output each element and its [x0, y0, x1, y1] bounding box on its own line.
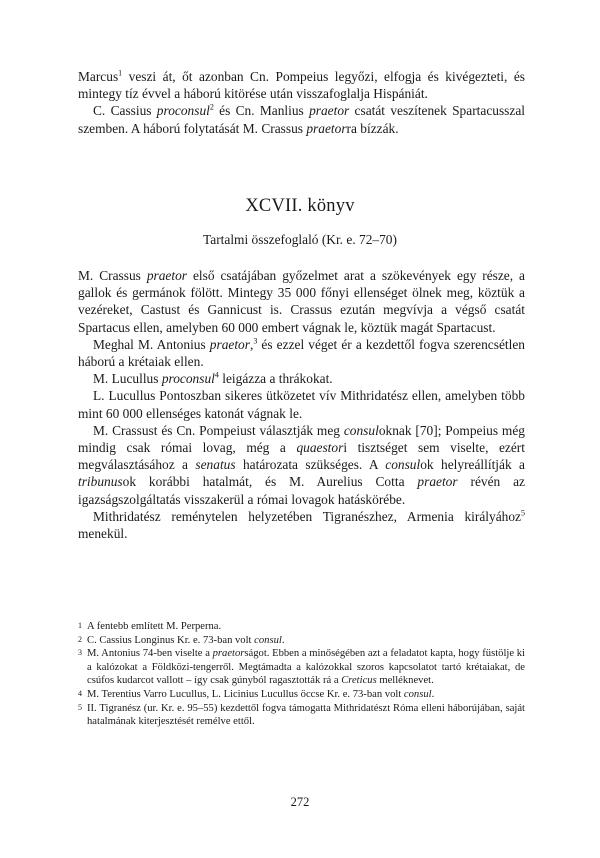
footnote-number: 5	[78, 702, 82, 712]
footnote	[78, 702, 525, 729]
paragraph: L. Lucullus Pontoszban sikeres ütközetet vív Mithridatész ellen, amelyben több mint 60 000 ellenséges katonát vágnak le.	[78, 388, 525, 421]
footnote-number: 3	[78, 648, 82, 658]
continued-text	[78, 68, 525, 137]
footnotes	[78, 620, 525, 729]
footnote-number: 4	[78, 688, 82, 698]
footnote-text: C. Cassius Longinus Kr. e. 73-ban volt consul.	[87, 634, 285, 646]
footnote-ref[interactable]: 2	[209, 102, 214, 112]
paragraph: C. Cassius proconsul$^2$ és Cn. Manlius praetor csatát veszítenek Spartacusszal szemben. A háború folytatását M. Crassus praetorra bízzák.	[78, 102, 525, 136]
footnote-number: 1	[78, 621, 82, 630]
paragraph: Meghal M. Antonius praetor,$^3$ és ezzel véget ér a kezdettől fogva szerencsétlen háború a krétaiak ellen.	[78, 336, 525, 370]
footnote-ref[interactable]: 5	[521, 508, 525, 518]
chapter-body	[78, 267, 525, 542]
page-number: 272	[290, 795, 310, 809]
paragraph: M. Crassust és Cn. Pompeiust választják meg consuloknak [70]; Pompeius még mindig csak római lovag, még a quaestori tisztséget sem viselte, ezért megválasztásához a senatus határozata szükséges. A consulok helyreállítják a tribunusok korábbi hatalmát, és M. Aurelius Cotta praetor révén az igazságszolgáltatás visszakerül a római lovagok hatáskörébe.	[78, 422, 525, 507]
footnote-ref[interactable]: 4	[214, 370, 219, 380]
paragraph: Mithridatész reménytelen helyzetében Tigranészhez, Armenia királyához$^5$ menekül.	[78, 508, 525, 542]
footnote-text: M. Terentius Varro Lucullus, L. Licinius Lucullus öccse Kr. e. 73-ban volt consul.	[87, 688, 435, 700]
footnote	[78, 634, 525, 648]
chapter-title: XCVII. könyv	[245, 196, 355, 216]
footnote	[78, 647, 525, 688]
footnote-text: M. Antonius 74-ben viselte a praetorságot. Ebben a minőségében azt a feladatot kapta, hogy füstölje ki a kalózokat a Földközi-tengerről. Megtámadta a kalózokkal szoros kapcsolatot tartó krétaiakat, de csúfos kudarcot vallott – így csak gúnyból ragasztották rá a Creticus melléknevet.	[87, 648, 525, 687]
paragraph: M. Lucullus proconsul$^4$ leigázza a thrákokat.	[93, 370, 333, 387]
footnote	[78, 688, 525, 702]
footnote-text: A fentebb említett M. Perperna.	[87, 621, 222, 632]
footnote	[78, 620, 525, 634]
chapter-subtitle: Tartalmi összefoglaló (Kr. e. 72–70)	[203, 232, 397, 247]
paragraph: Marcus$^1$ veszi át, őt azonban Cn. Pompeius legyőzi, elfogja és kivégezteti, és mintegy tíz évvel a háború kitörése után visszafoglalja Hispániát.	[78, 68, 525, 102]
footnote-ref[interactable]: 1	[118, 68, 123, 78]
paragraph: M. Crassus praetor első csatájában győzelmet arat a szökevények egy része, a gallok és germánok fölött. Mintegy 35 000 főnyi ellenséget ölnek meg, köztük a vezéreket, Castust és Gannicust is. Crassus ezután megvívja a végső csatát Spartacus ellen, amelyben 60 000 embert vágnak le, köztük magát Spartacust.	[78, 268, 525, 335]
footnote-text: II. Tigranész (ur. Kr. e. 95–55) kezdettől fogva támogatta Mithridatészt Róma elleni háborújában, saját hatalmának kiterjesztését remélve ettől.	[87, 702, 525, 728]
footnote-ref[interactable]: 3	[253, 336, 258, 346]
footnote-number: 2	[78, 634, 82, 644]
